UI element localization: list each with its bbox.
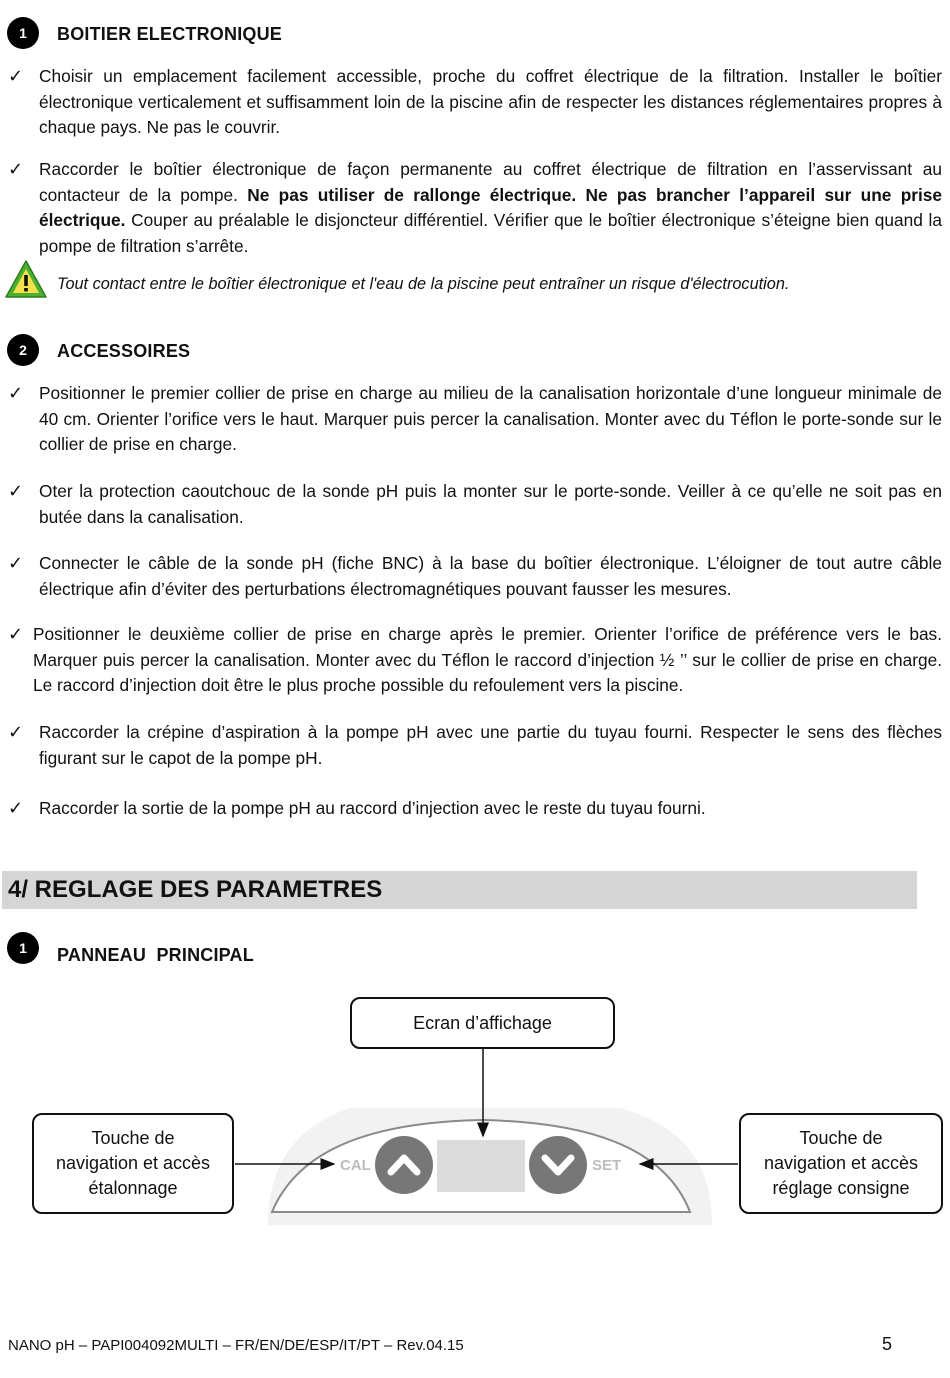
list-item [8,157,942,259]
check-icon: ✓ [8,159,24,180]
check-icon: ✓ [8,624,24,645]
check-icon: ✓ [8,798,24,819]
check-icon: ✓ [8,383,24,404]
check-icon: ✓ [8,66,24,87]
calibration-callout: Touche de navigation et accès étalonnage [32,1113,234,1214]
footer-reference: NANO pH – PAPI004092MULTI – FR/EN/DE/ESP/IT/PT – Rev.04.15 [8,1337,464,1354]
check-icon: ✓ [8,553,24,574]
list-item [8,551,942,602]
list-item [8,796,942,822]
page-number: 5 [882,1334,893,1354]
up-button[interactable] [375,1136,433,1194]
warning-text: Tout contact entre le boîtier électronique et l'eau de la piscine peut entraîner un risque d'électrocution. [57,275,790,293]
section-title: BOITIER ELECTRONIQUE [57,24,283,44]
setpoint-callout: Touche de navigation et accès réglage consigne [739,1113,943,1214]
list-item [8,479,942,530]
section-number-badge: 2 [7,334,39,366]
check-icon: ✓ [8,722,24,743]
text-run: Raccorder le boîtier électronique de façon permanente au coffret électrique de filtration en l’asservissant au contacteur de la pompe. [39,159,942,205]
section-number-badge: 1 [7,932,39,964]
bold-text-run: Ne pas utiliser de rallonge électrique. Ne pas brancher l’appareil sur une prise électrique. [39,184,942,230]
list-item [8,720,942,771]
bullet-text: Oter la protection caoutchouc de la sonde pH puis la monter sur le porte-sonde. Veiller à ce qu’elle ne soit pas en butée dans la canalisation. [39,481,942,527]
display-screen [437,1140,525,1192]
section-title: PANNEAU PRINCIPAL [57,945,254,965]
screen-callout: Ecran d’affichage [350,997,615,1049]
chapter-heading: 4/ REGLAGE DES PARAMETRES [2,871,917,909]
text-run: Couper au préalable le disjoncteur différentiel. Vérifier que le boîtier électronique s’éteigne bien quand la pompe de filtration s’arrête. [39,210,942,256]
bullet-text [39,64,942,141]
section-number-badge: 1 [7,17,39,49]
warning-icon [4,258,48,300]
text-run: Choisir un emplacement facilement accessible, proche du coffret électrique de la filtration. Installer le boîtier électronique verticalement et suffisamment loin de la piscine afin de respecter les distances réglementaires propres à chaque pays. Ne pas le couvrir. [39,66,942,137]
set-label: SET [592,1157,622,1174]
check-icon: ✓ [8,481,24,502]
bullet-text: Positionner le deuxième collier de prise en charge après le premier. Orienter l’orifice de préférence vers le bas. Marquer puis percer la canalisation. Monter avec du Téflon le raccord d’injection ½ ’’ sur le collier de prise en charge. Le raccord d’injection doit être le plus proche possible du refoulement vers la piscine. [33,624,942,695]
section-title: ACCESSOIRES [57,341,191,361]
list-item [8,381,942,458]
list-item [8,64,942,141]
bullet-text: Positionner le premier collier de prise en charge au milieu de la canalisation horizontale d’une longueur minimale de 40 cm. Orienter l’orifice vers le haut. Marquer puis percer la canalisation. Monter avec du Téflon le porte-sonde sur le collier de prise en charge. [39,383,942,454]
warning-note [4,258,944,302]
bullet-text: Raccorder la sortie de la pompe pH au raccord d’injection avec le reste du tuyau fourni. [39,798,706,818]
bullet-text [39,157,942,259]
list-item [8,622,942,699]
down-button[interactable] [529,1136,587,1194]
bullet-text: Raccorder la crépine d’aspiration à la pompe pH avec une partie du tuyau fourni. Respecter le sens des flèches figurant sur le capot de la pompe pH. [39,722,942,768]
cal-label: CAL [340,1157,371,1174]
bullet-text: Connecter le câble de la sonde pH (fiche BNC) à la base du boîtier électronique. L’éloigner de tout autre câble électrique afin d’éviter des perturbations électromagnétiques pouvant fausser les mesures. [39,553,942,599]
